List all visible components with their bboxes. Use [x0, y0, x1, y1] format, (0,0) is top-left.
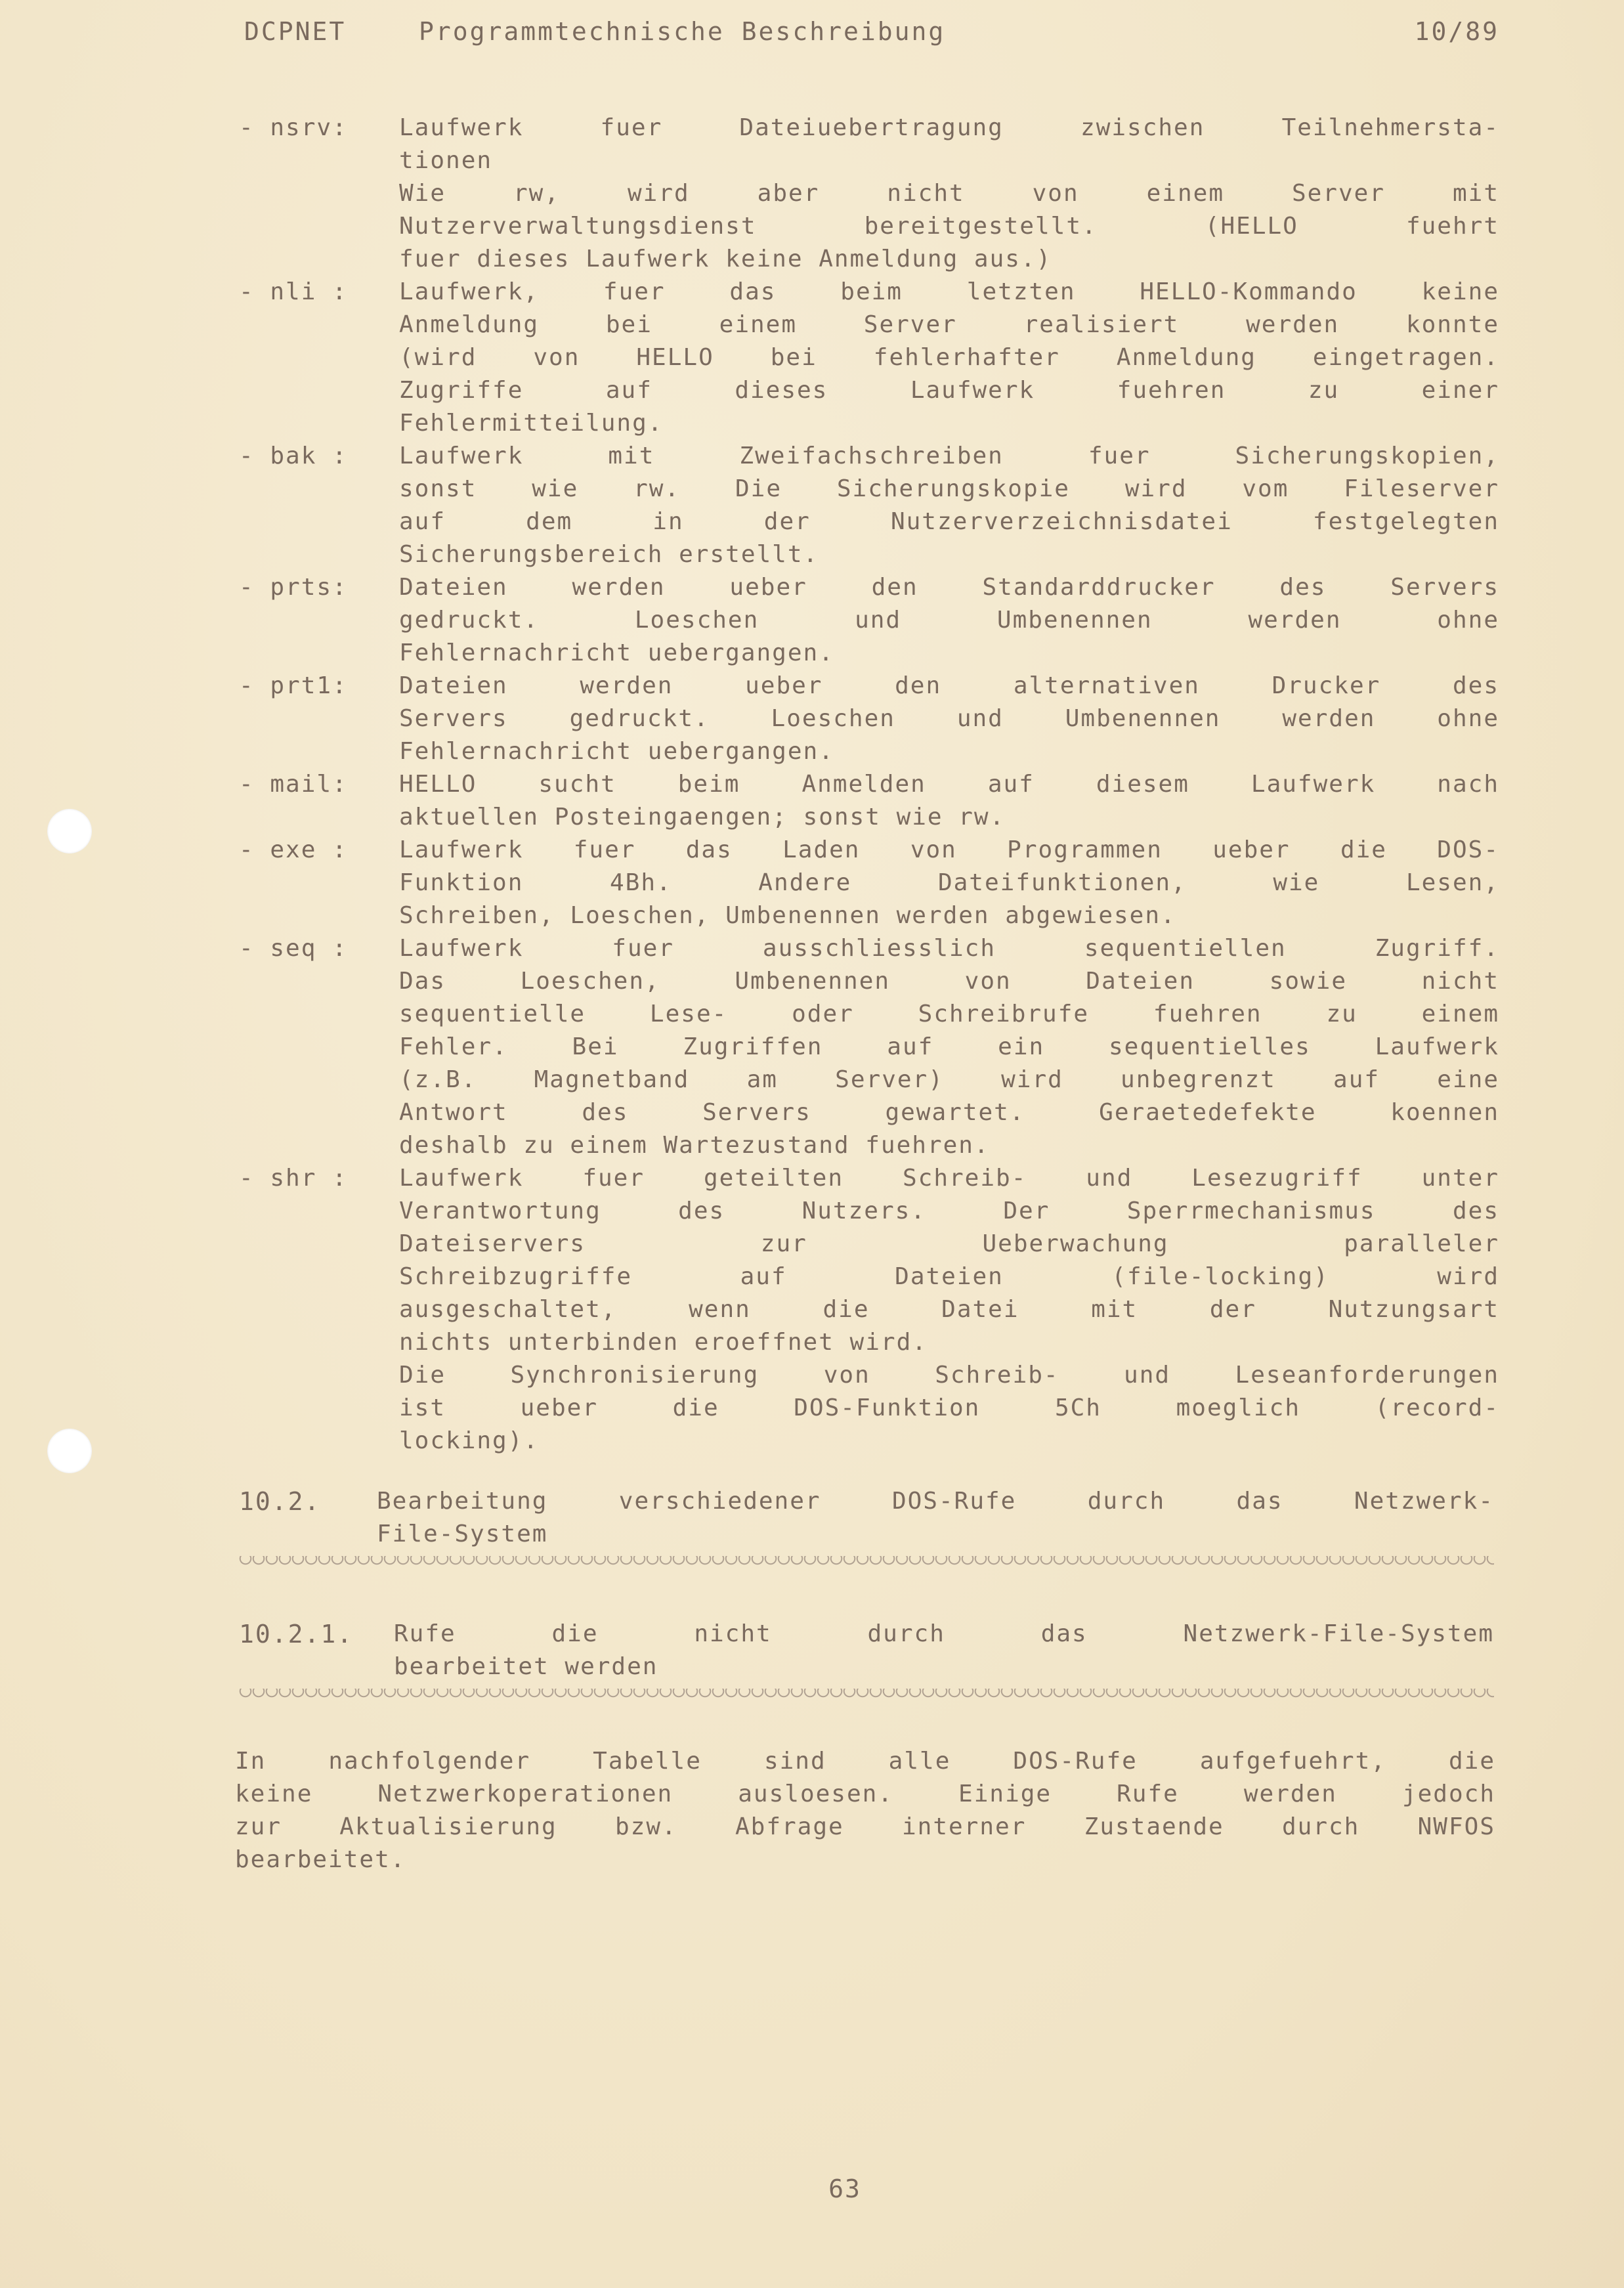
wavy-underline [239, 1556, 1494, 1569]
drive-type-entry-shr [239, 1162, 1499, 1457]
text-line: Verantwortung des Nutzers. Der Sperrmechanismus des [399, 1198, 1499, 1224]
text-line: ist ueber die DOS-Funktion 5Ch moeglich (record- [399, 1394, 1499, 1421]
text-line: sequentielle Lese- oder Schreibrufe fuehren zu einem [399, 1001, 1499, 1027]
header-title: Programmtechnische Beschreibung [419, 17, 946, 46]
section-title [394, 1618, 1494, 1683]
text-line: Laufwerk fuer ausschliesslich sequentiellen Zugriff. [399, 935, 1499, 962]
text-line: Laufwerk fuer geteilten Schreib- und Lesezugriff unter [399, 1165, 1499, 1192]
text-line: Fehler. Bei Zugriffen auf ein sequentielles Laufwerk [399, 1033, 1499, 1060]
section-heading-10-2 [239, 1485, 1494, 1551]
page-header [244, 12, 1499, 51]
wavy-underline [239, 1689, 1494, 1702]
drive-type-entry-prt1 [239, 670, 1499, 768]
text-line: Servers gedruckt. Loeschen und Umbenennen werden ohne [399, 705, 1499, 732]
text-line: Schreibzugriffe auf Dateien (file-locking) wird [399, 1263, 1499, 1290]
text-line: Laufwerk fuer Dateiuebertragung zwischen Teilnehmersta- [399, 114, 1499, 141]
text-line: Fehlernachricht uebergangen. [399, 639, 834, 666]
drive-type-term: - nli : [239, 278, 348, 305]
text-line: Das Loeschen, Umbenennen von Dateien sowie nicht [399, 968, 1499, 995]
drive-type-description [399, 571, 1499, 670]
text-line: keine Netzwerkoperationen ausloesen. Einige Rufe werden jedoch [235, 1781, 1495, 1807]
text-line: tionen [399, 147, 493, 174]
text-line: Bearbeitung verschiedener DOS-Rufe durch das Netzwerk- [377, 1488, 1494, 1515]
text-line: ausgeschaltet, wenn die Datei mit der Nutzungsart [399, 1296, 1499, 1323]
drive-type-term: - mail: [239, 771, 348, 798]
text-line: Zugriffe auf dieses Laufwerk fuehren zu einer [399, 377, 1499, 404]
text-line: Sicherungsbereich erstellt. [399, 541, 819, 568]
drive-type-entry-nli [239, 276, 1499, 440]
drive-type-description [399, 834, 1499, 932]
drive-type-term: - exe : [239, 836, 348, 863]
text-line: fuer dieses Laufwerk keine Anmeldung aus.) [399, 246, 1052, 272]
text-line: gedruckt. Loeschen und Umbenennen werden ohne [399, 607, 1499, 634]
text-line: In nachfolgender Tabelle sind alle DOS-Rufe aufgefuehrt, die [235, 1748, 1495, 1775]
drive-type-term: - prt1: [239, 672, 348, 699]
drive-type-term: - shr : [239, 1165, 348, 1192]
text-line: Anmeldung bei einem Server realisiert werden konnte [399, 311, 1499, 338]
text-line: Dateiservers zur Ueberwachung paralleler [399, 1230, 1499, 1257]
section-title [377, 1485, 1494, 1551]
header-date: 10/89 [1414, 17, 1499, 46]
drive-type-description [399, 276, 1499, 440]
punch-hole-lower [47, 1429, 92, 1473]
text-line: Laufwerk fuer das Laden von Programmen ueber die DOS- [399, 836, 1499, 863]
drive-type-entry-prts [239, 571, 1499, 670]
text-line: Fehlermitteilung. [399, 410, 664, 437]
text-line: Schreiben, Loeschen, Umbenennen werden abgewiesen. [399, 902, 1176, 929]
drive-type-entry-seq [239, 932, 1499, 1162]
drive-type-description [399, 932, 1499, 1162]
text-line: Nutzerverwaltungsdienst bereitgestellt. (HELLO fuehrt [399, 213, 1499, 240]
drive-type-description [399, 440, 1499, 571]
drive-type-term: - nsrv: [239, 114, 348, 141]
text-line: Dateien werden ueber den alternativen Drucker des [399, 672, 1499, 699]
text-line: Antwort des Servers gewartet. Geraetedefekte koennen [399, 1099, 1499, 1126]
drive-type-entry-exe [239, 834, 1499, 932]
drive-type-entry-nsrv [239, 112, 1499, 276]
page-number: 63 [828, 2174, 861, 2203]
text-line: aktuellen Posteingaengen; sonst wie rw. [399, 804, 1006, 831]
text-line: sonst wie rw. Die Sicherungskopie wird vom Fileserver [399, 475, 1499, 502]
text-line: (z.B. Magnetband am Server) wird unbegrenzt auf eine [399, 1066, 1499, 1093]
drive-type-description [399, 1162, 1499, 1457]
drive-type-entry-bak [239, 440, 1499, 571]
punch-hole-upper [47, 809, 92, 853]
section-heading-10-2-1 [239, 1618, 1494, 1683]
drive-type-description [399, 670, 1499, 768]
drive-type-term: - prts: [239, 574, 348, 601]
text-line: Laufwerk, fuer das beim letzten HELLO-Kommando keine [399, 278, 1499, 305]
drive-type-term: - seq : [239, 935, 348, 962]
text-line: HELLO sucht beim Anmelden auf diesem Laufwerk nach [399, 771, 1499, 798]
text-line: (wird von HELLO bei fehlerhafter Anmeldung eingetragen. [399, 344, 1499, 371]
text-line: Dateien werden ueber den Standarddrucker des Servers [399, 574, 1499, 601]
text-line: zur Aktualisierung bzw. Abfrage interner Zustaende durch NWFOS [235, 1813, 1495, 1840]
text-line: Laufwerk mit Zweifachschreiben fuer Sicherungskopien, [399, 442, 1499, 469]
text-line: Fehlernachricht uebergangen. [399, 738, 834, 765]
header-system-name: DCPNET [244, 17, 347, 46]
body-paragraph [235, 1745, 1495, 1876]
text-line: locking). [399, 1427, 540, 1454]
text-line: auf dem in der Nutzerverzeichnisdatei festgelegten [399, 508, 1499, 535]
drive-type-description [399, 112, 1499, 276]
text-line: Funktion 4Bh. Andere Dateifunktionen, wie Lesen, [399, 869, 1499, 896]
text-line: Die Synchronisierung von Schreib- und Leseanforderungen [399, 1362, 1499, 1389]
text-line: nichts unterbinden eroeffnet wird. [399, 1329, 928, 1356]
section-number: 10.2. [239, 1487, 321, 1516]
drive-type-term: - bak : [239, 442, 348, 469]
text-line: deshalb zu einem Wartezustand fuehren. [399, 1132, 990, 1159]
drive-type-list [239, 112, 1499, 1457]
text-line: bearbeitet. [235, 1846, 406, 1873]
drive-type-description [399, 768, 1499, 834]
drive-type-entry-mail [239, 768, 1499, 834]
text-line: File-System [377, 1521, 548, 1547]
text-line: Wie rw, wird aber nicht von einem Server mit [399, 180, 1499, 207]
text-line: Rufe die nicht durch das Netzwerk-File-System [394, 1620, 1494, 1647]
section-number: 10.2.1. [239, 1620, 354, 1649]
text-line: bearbeitet werden [394, 1653, 658, 1680]
